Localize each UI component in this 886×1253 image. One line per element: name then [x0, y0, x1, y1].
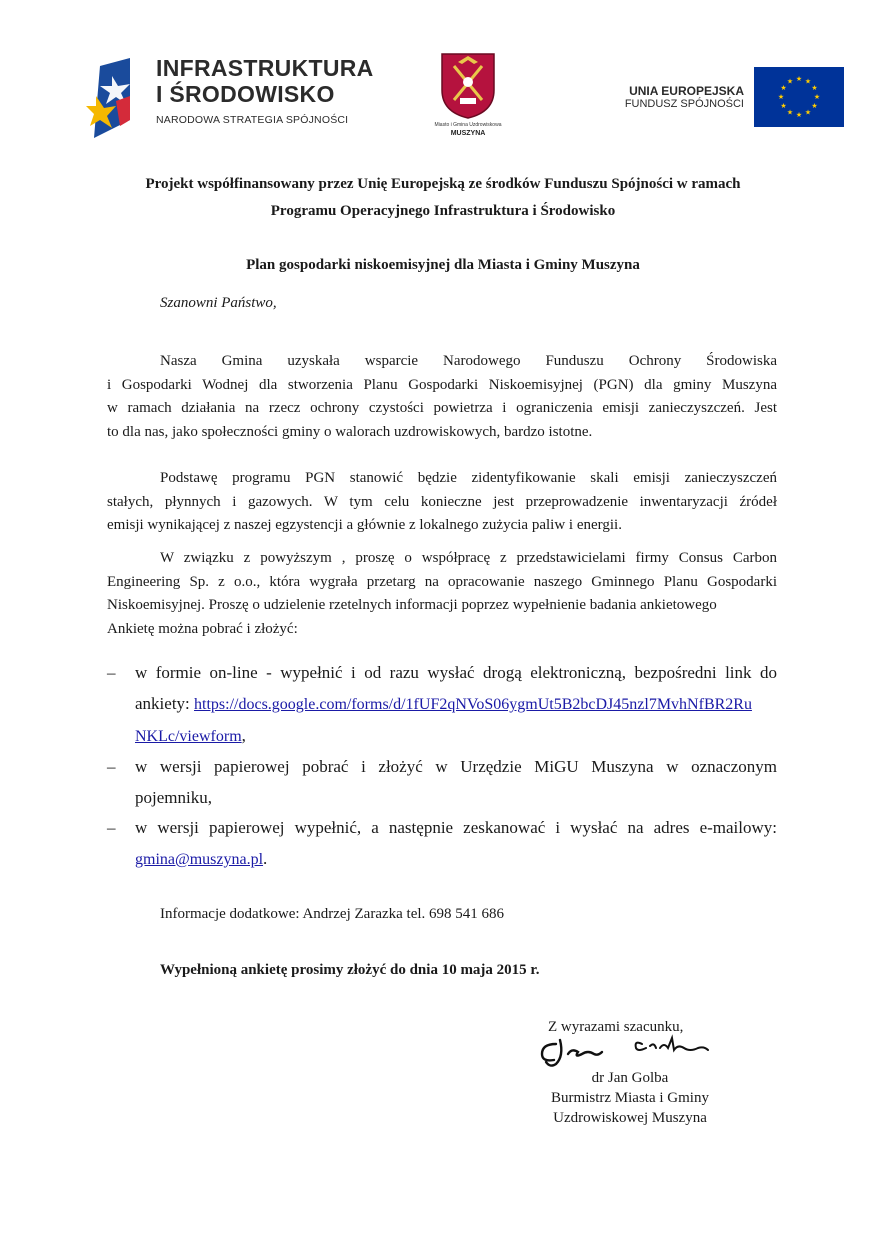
p1-line: Nasza Gmina uzyskała wsparcie Narodowego Funduszu Ochrony Środowiska [160, 353, 777, 369]
p1-line: to dla nas, jako społeczności gminy o walorach uzdrowiskowych, bardzo istotne. [107, 423, 593, 440]
svg-text:★: ★ [813, 93, 821, 101]
logo-line-3: NARODOWA STRATEGIA SPÓJNOŚCI [156, 114, 349, 126]
svg-text:★: ★ [780, 102, 787, 110]
p3-line: W związku z powyższym , proszę o współpracę z przedstawicielami firmy Consus Carbon [160, 550, 777, 566]
logo-line-1: INFRASTRUKTURA [156, 55, 374, 81]
crest-caption-big: MUSZYNA [450, 130, 486, 137]
email-link[interactable]: gmina@muszyna.pl [135, 851, 264, 868]
infrastruktura-logo [86, 52, 374, 140]
bullet-paper-drop-text [135, 751, 777, 813]
svg-text:★: ★ [811, 84, 818, 92]
project-line-2: Programu Operacyjnego Infrastruktura i Środowisko [270, 203, 616, 219]
svg-text:★: ★ [795, 75, 803, 83]
bullet-online-prefix: ankiety: [135, 694, 195, 713]
bullet-online-suffix: , [241, 726, 246, 745]
bullet-dash: – [107, 757, 116, 776]
closing-phrase: Z wyrazami szacunku, [548, 1019, 684, 1035]
bullet-email [107, 812, 777, 876]
additional-info: Informacje dodatkowe: Andrzej Zarazka tel. 698 541 686 [160, 906, 505, 922]
svg-text:★: ★ [780, 84, 787, 92]
bullet-dash: – [107, 818, 116, 837]
bullet-email-line-2 [135, 843, 777, 875]
infrastruktura-emblem-icon [86, 56, 148, 140]
p2-line: stałych, płynnych i gazowych. W tym celu konieczne jest przeprowadzenie inwentaryzacji źródeł [107, 493, 777, 510]
bullet-dash: – [107, 663, 116, 682]
bullet-online-line-1: w formie on-line - wypełnić i od razu wysłać drogą elektroniczną, bezpośredni link do [135, 663, 777, 682]
paragraph-1 [107, 350, 777, 444]
logo-line-2: I ŚRODOWISKO [156, 81, 335, 107]
p3-line: Engineering Sp. z o.o., która wygrała przetarg na opracowanie naszego Gminnego Planu Gospodarki [107, 573, 777, 590]
svg-text:★: ★ [786, 77, 794, 86]
svg-text:★: ★ [804, 108, 812, 117]
bullet-email-line-1: w wersji papierowej wypełnić, a następnie zeskanować i wysłać na adres e-mailowy: [135, 818, 777, 837]
project-line-1: Projekt współfinansowany przez Unię Europejską ze środków Funduszu Spójności w ramach [145, 176, 741, 192]
crest-shield-icon [440, 52, 496, 120]
svg-text:★: ★ [804, 77, 812, 86]
signer-name: dr Jan Golba [591, 1070, 669, 1086]
bullet-online-line-3 [135, 720, 777, 752]
bullet-online [107, 657, 777, 753]
bullet-online-line-2 [135, 688, 777, 720]
bullet-paper-drop-line-1: w wersji papierowej pobrać i złożyć w Urzędzie MiGU Muszyna w oznaczonym [135, 757, 777, 776]
signature [538, 1030, 718, 1070]
p1-line: w ramach działania na rzecz ochrony czystości powietrza i ograniczenia emisji zanieczyszczeń. Jest [107, 400, 777, 416]
p3-line: Niskoemisyjnej. Proszę o udzielenie rzetelnych informacji poprzez wypełnienie badania ankietowego [107, 597, 717, 613]
bullet-email-text [135, 812, 777, 875]
bullet-online-text [135, 657, 777, 752]
svg-text:★: ★ [777, 93, 785, 101]
survey-link-continued[interactable]: NKLc/viewform [135, 728, 242, 745]
bullet-paper-drop [107, 751, 777, 815]
bullet-email-suffix: . [263, 849, 268, 868]
paragraph-3 [107, 547, 777, 641]
eu-flag-icon [754, 67, 844, 127]
survey-link[interactable]: https://docs.google.com/forms/d/1fUF2qNVoS06ygmUt5B2bcDJ45nzl7MvhNfBR2Ru [194, 696, 752, 713]
svg-text:★: ★ [795, 111, 803, 119]
crest-caption-small: Miasto i Gmina Uzdrowiskowa [434, 122, 502, 128]
signer-title-1: Burmistrz Miasta i Gminy [551, 1090, 709, 1106]
paragraph-2 [107, 467, 777, 538]
signer-title-2: Uzdrowiskowej Muszyna [553, 1110, 707, 1126]
signer-block [520, 1068, 740, 1128]
salutation: Szanowni Państwo, [160, 295, 277, 311]
p3-line: Ankietę można pobrać i złożyć: [107, 620, 298, 637]
svg-text:★: ★ [786, 108, 794, 117]
eu-label-1: UNIA EUROPEJSKA [629, 84, 744, 98]
svg-text:★: ★ [811, 102, 818, 110]
document-title: Plan gospodarki niskoemisyjnej dla Miasta i Gminy Muszyna [246, 257, 640, 273]
deadline-notice: Wypełnioną ankietę prosimy złożyć do dnia 10 maja 2015 r. [160, 962, 540, 978]
p1-line: i Gospodarki Wodnej dla stworzenia Planu Gospodarki Niskoemisyjnej (PGN) dla gminy Muszyna [107, 376, 777, 393]
signature-scribble-icon [538, 1030, 718, 1070]
bullet-paper-drop-line-2: pojemniku, [135, 788, 212, 807]
muszyna-crest [430, 52, 506, 142]
p2-line: Podstawę programu PGN stanowić będzie zidentyfikowanie skali emisji zanieczyszczeń [160, 470, 777, 486]
eu-label-2: FUNDUSZ SPÓJNOŚCI [624, 98, 744, 110]
p2-line: emisji wynikającej z naszej egzystencji a głównie z lokalnego zużycia paliw i energii. [107, 517, 622, 533]
